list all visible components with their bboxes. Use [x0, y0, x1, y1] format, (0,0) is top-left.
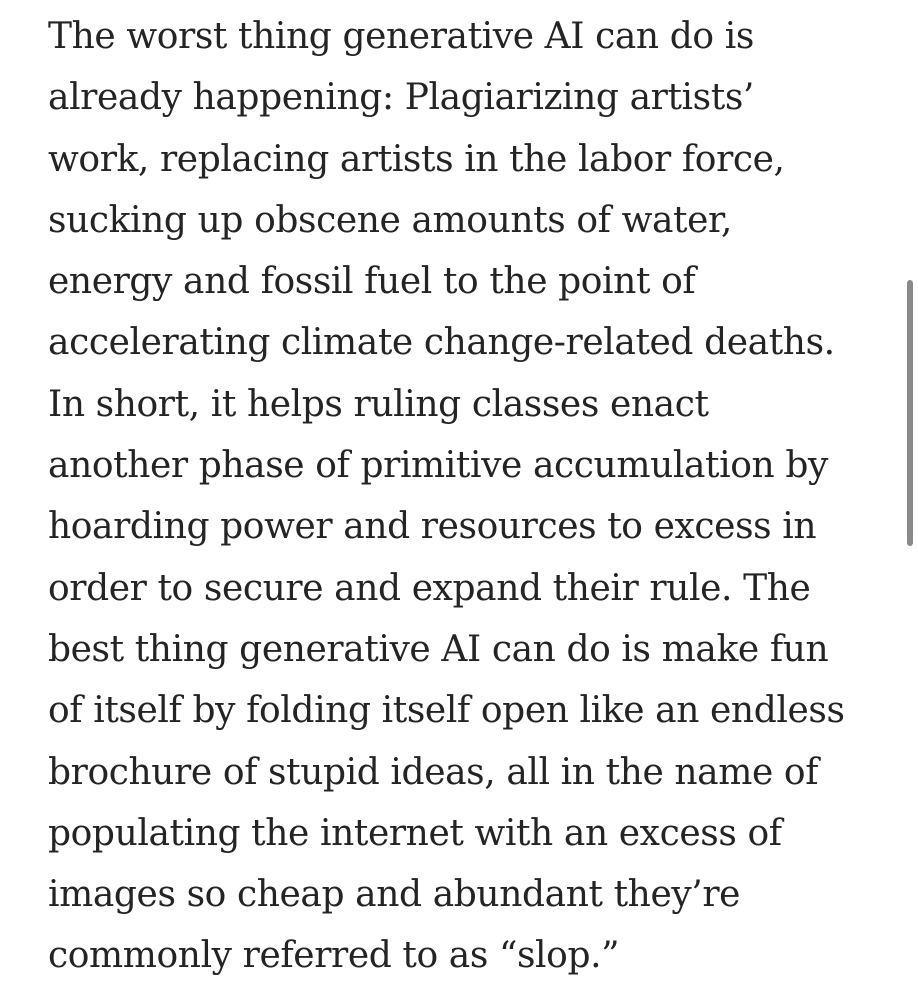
paragraph-line: accelerating climate change-related deaths. — [48, 322, 835, 364]
paragraph-line: already happening: Plagiarizing artists’ — [48, 77, 754, 119]
paragraph-line: commonly referred to as “slop.” — [48, 935, 620, 977]
paragraph-line: energy and fossil fuel to the point of — [48, 261, 696, 303]
paragraph-line: best thing generative AI can do is make fun — [48, 628, 829, 670]
scrollbar-thumb[interactable] — [907, 280, 913, 546]
paragraph-line: another phase of primitive accumulation by — [48, 445, 828, 487]
paragraph-line: populating the internet with an excess of — [48, 812, 782, 854]
paragraph-line: images so cheap and abundant they’re — [48, 874, 741, 916]
paragraph-line: hoarding power and resources to excess in — [48, 506, 817, 548]
article-paragraph — [48, 0, 898, 987]
vertical-scrollbar[interactable] — [905, 280, 915, 546]
paragraph-line: order to secure and expand their rule. The — [48, 567, 811, 609]
paragraph-line: In short, it helps ruling classes enact — [48, 383, 709, 425]
paragraph-line: brochure of stupid ideas, all in the name of — [48, 751, 819, 793]
paragraph-line: sucking up obscene amounts of water, — [48, 199, 732, 241]
paragraph-line: work, replacing artists in the labor force, — [48, 138, 785, 180]
paragraph-line: The worst thing generative AI can do is — [48, 16, 754, 57]
paragraph-line: of itself by folding itself open like an endless — [48, 690, 845, 732]
